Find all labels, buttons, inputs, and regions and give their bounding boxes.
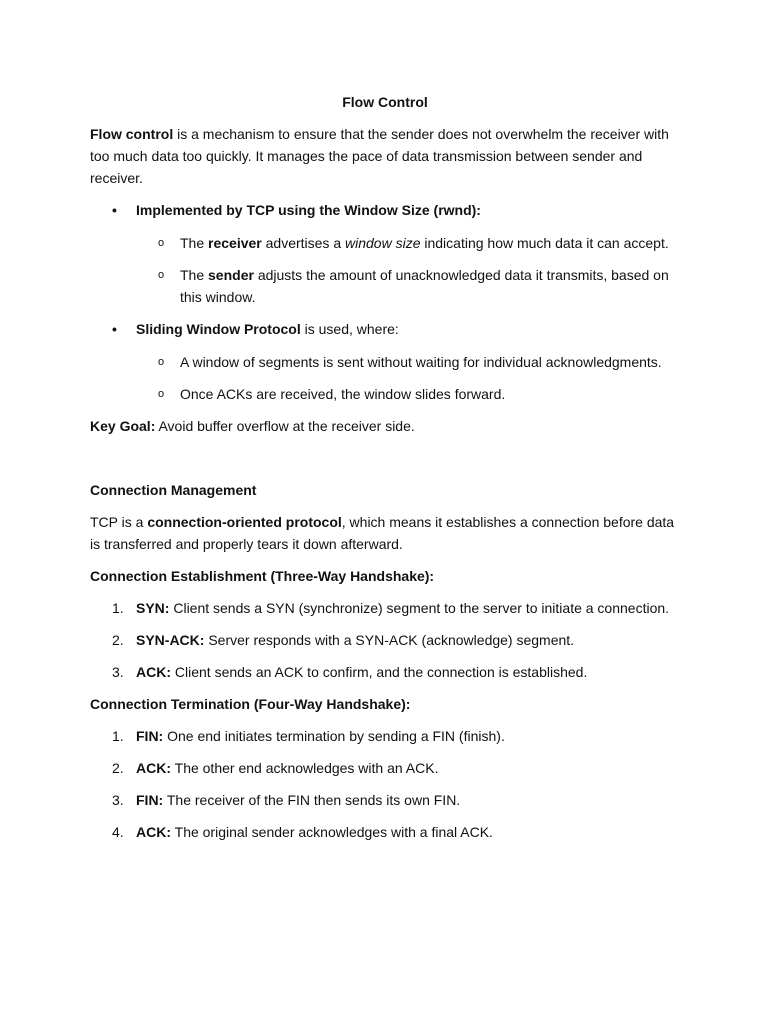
text: advertises a — [261, 235, 345, 251]
text: The — [180, 235, 209, 251]
termination-heading-text: Connection Termination (Four-Way Handshake): — [90, 696, 411, 712]
flow-control-term: Flow control — [90, 126, 174, 142]
list-item — [90, 757, 680, 779]
step-number: 2. — [112, 760, 124, 776]
establishment-heading — [90, 565, 680, 587]
step-text: The other end acknowledges with an ACK. — [171, 760, 439, 776]
list-item — [90, 318, 680, 405]
step-number: 1. — [112, 728, 124, 744]
step-text: Client sends an ACK to confirm, and the connection is established. — [171, 664, 588, 680]
list-item — [136, 264, 680, 308]
sub-list — [136, 351, 680, 405]
page-title: Flow Control — [342, 94, 428, 110]
text: A window of segments is sent without waiting for individual acknowledgments. — [180, 354, 662, 370]
establishment-heading-text: Connection Establishment (Three-Way Handshake): — [90, 568, 435, 584]
key-goal-label: Key Goal: — [90, 418, 156, 434]
flow-control-bullets — [90, 199, 680, 405]
list-item — [136, 383, 680, 405]
list-item — [90, 597, 680, 619]
list-item — [136, 232, 680, 254]
key-goal-text: Avoid buffer overflow at the receiver side. — [155, 418, 415, 434]
list-item — [90, 199, 680, 308]
connection-management-heading: Connection Management — [90, 482, 257, 498]
sub-bullet-marker: o — [158, 356, 165, 368]
step-text: One end initiates termination by sending a FIN (finish). — [163, 728, 505, 744]
step-text: Client sends a SYN (synchronize) segment to the server to initiate a connection. — [169, 600, 670, 616]
sub-bullet-marker: o — [158, 237, 165, 249]
step-text: Server responds with a SYN-ACK (acknowledge) segment. — [204, 632, 575, 648]
bullet-heading: Implemented by TCP using the Window Size (rwnd): — [136, 202, 481, 218]
bold-term: sender — [208, 267, 254, 283]
step-label: SYN: — [136, 600, 170, 616]
sub-bullet-marker: o — [158, 269, 165, 281]
termination-heading — [90, 693, 680, 715]
bullet-marker: • — [112, 321, 117, 337]
text: The — [180, 267, 209, 283]
sub-list — [136, 232, 680, 308]
list-item — [90, 821, 680, 843]
bullet-marker: • — [112, 202, 117, 218]
establishment-steps — [90, 597, 680, 683]
step-label: FIN: — [136, 792, 164, 808]
list-item — [90, 789, 680, 811]
termination-steps — [90, 725, 680, 843]
text: , which means it establishes a connection before data is transferred and properly tears it down afterward. — [90, 514, 675, 552]
step-text: The receiver of the FIN then sends its own FIN. — [163, 792, 461, 808]
bold-term: connection-oriented protocol — [147, 514, 342, 530]
section-spacer — [90, 447, 680, 479]
text: Once ACKs are received, the window slides forward. — [180, 386, 506, 402]
list-item — [90, 725, 680, 747]
step-text: The original sender acknowledges with a final ACK. — [171, 824, 493, 840]
text: TCP is a — [90, 514, 148, 530]
bullet-heading: Sliding Window Protocol — [136, 321, 301, 337]
connection-management-intro — [90, 511, 680, 555]
step-label: ACK: — [136, 824, 171, 840]
text: adjusts the amount of unacknowledged data it transmits, based on this window. — [180, 267, 669, 305]
step-label: ACK: — [136, 664, 171, 680]
list-item — [90, 629, 680, 651]
step-number: 3. — [112, 792, 124, 808]
text: is used, where: — [300, 321, 399, 337]
sub-bullet-marker: o — [158, 388, 165, 400]
list-item — [90, 661, 680, 683]
step-number: 2. — [112, 632, 124, 648]
italic-term: window size — [345, 235, 421, 251]
list-item — [136, 351, 680, 373]
section-heading — [90, 479, 680, 501]
bold-term: receiver — [208, 235, 262, 251]
step-number: 4. — [112, 824, 124, 840]
key-goal — [90, 415, 680, 437]
step-label: SYN-ACK: — [136, 632, 205, 648]
step-label: FIN: — [136, 728, 164, 744]
flow-control-intro-text: is a mechanism to ensure that the sender does not overwhelm the receiver with too much data too quickly. It manages the pace of data transmission between sender and receiver. — [90, 126, 669, 186]
text: indicating how much data it can accept. — [420, 235, 669, 251]
step-number: 3. — [112, 664, 124, 680]
document-page — [90, 91, 680, 853]
flow-control-intro — [90, 123, 680, 189]
step-number: 1. — [112, 600, 124, 616]
step-label: ACK: — [136, 760, 171, 776]
